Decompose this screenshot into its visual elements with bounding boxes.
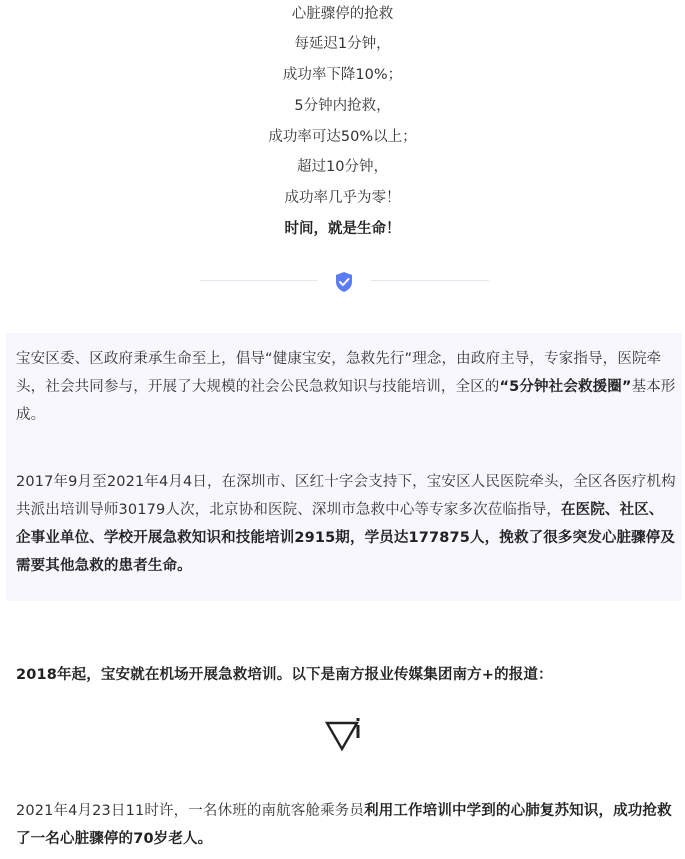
intro-line: 成功率几乎为零！ bbox=[284, 190, 401, 206]
panel-paragraph-2 bbox=[16, 468, 676, 580]
section-heading-text: 2018年起，宝安就在机场开展急救培训。以下是南方报业传媒集团南方+的报道： bbox=[16, 667, 553, 683]
divider-line-right bbox=[371, 280, 489, 281]
paragraph-bold-text: 利用工作培训中学到的心肺复苏知识，成功抢救了一名心脏骤停的70岁老人。 bbox=[16, 803, 672, 847]
shield-check-icon bbox=[334, 271, 354, 293]
intro-line: 每延迟1分钟， bbox=[294, 36, 391, 52]
paragraph-text: 宝安区委、区政府秉承生命至上，倡导“健康宝安，急救先行”理念，由政府主导，专家指导，医院牵头，社会共同参与，开展了大规模的社会公民急救知识与技能培训，全区的 bbox=[16, 351, 662, 395]
divider-line-left bbox=[200, 280, 318, 281]
intro-line: 心脏骤停的抢救 bbox=[291, 6, 394, 22]
intro-emphasis: 时间，就是生命！ bbox=[284, 221, 401, 237]
intro-line: 超过10分钟， bbox=[297, 159, 388, 175]
intro-line: 成功率可达50%以上； bbox=[268, 129, 417, 145]
paragraph-text: 2017年9月至2021年4月4日，在深圳市、区红十字会支持下，宝安区人民医院牵头，全区各医疗机构共派出培训导师30179人次，北京协和医院、深圳市急救中心等专家多次莅临指导， bbox=[16, 474, 676, 518]
panel-paragraph-1 bbox=[16, 345, 676, 429]
report-paragraph bbox=[16, 797, 676, 853]
paragraph-bold-text: 在医院、社区、企事业单位、学校开展急救知识和技能培训2915期，学员达177875人，挽救了很多突发心脏骤停及需要其他急救的患者生命。 bbox=[16, 502, 676, 574]
paragraph-text: 2021年4月23日11时许，一名休班的南航客舱乘务员 bbox=[16, 803, 365, 819]
paragraph-bold-text: “5分钟社会救援圈” bbox=[499, 379, 632, 395]
nanfang-plus-logo-icon bbox=[323, 715, 363, 755]
paragraph-text: 基本形成。 bbox=[16, 379, 676, 423]
intro-line: 5分钟内抢救， bbox=[294, 98, 391, 114]
section-divider bbox=[0, 268, 685, 294]
intro-line: 成功率下降10%； bbox=[282, 67, 403, 83]
section-heading bbox=[16, 661, 676, 689]
